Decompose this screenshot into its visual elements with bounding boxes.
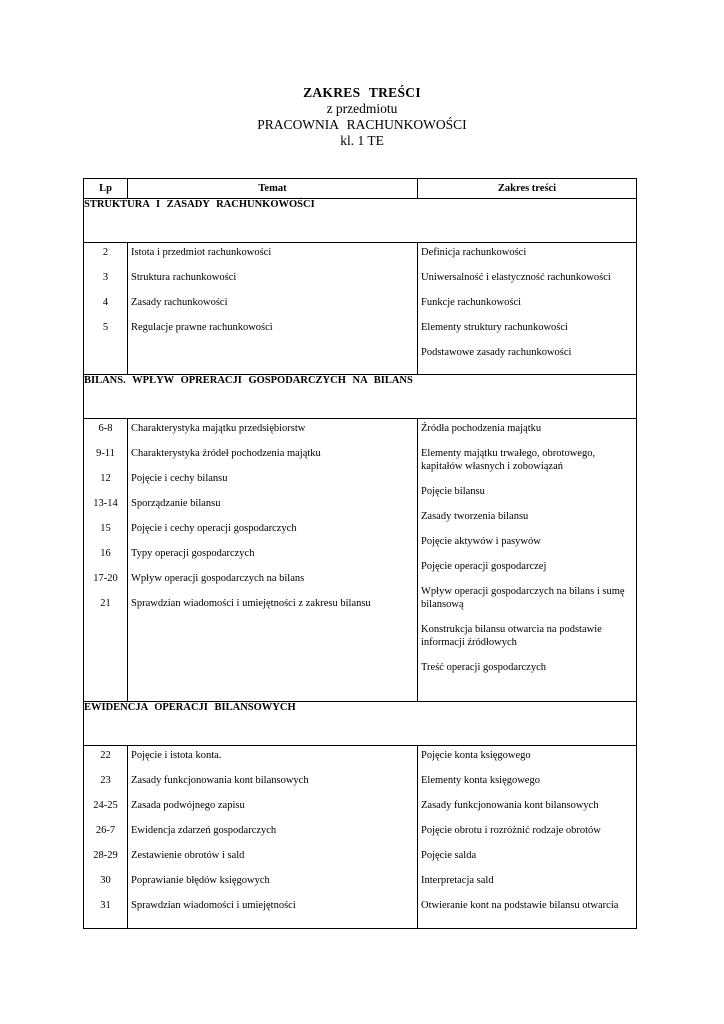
class-label: kl. 1 TE [340, 133, 384, 148]
section-title: EWIDENCJA OPERACJI BILANSOWYCH [84, 702, 637, 746]
lesson-number: 6-8 [98, 423, 113, 434]
lp-cell [84, 243, 128, 375]
lesson-number: 30 [100, 875, 111, 886]
lesson-topic: Poprawianie błędów księgowych [131, 875, 270, 886]
lesson-topic: Pojęcie i istota konta. [131, 750, 222, 761]
lesson-number: 24-25 [93, 800, 118, 811]
lesson-number: 16 [100, 548, 111, 559]
lesson-topic: Pojęcie i cechy bilansu [131, 473, 228, 484]
content-scope-item: Pojęcie bilansu [421, 486, 485, 497]
lesson-number: 31 [100, 900, 111, 911]
lesson-topic: Sprawdzian wiadomości i umiejętności z zakresu bilansu [131, 598, 371, 609]
content-scope-item: Elementy struktury rachunkowości [421, 322, 568, 333]
content-scope-item: Funkcje rachunkowości [421, 297, 522, 308]
lp-cell [84, 419, 128, 702]
column-header-zakres: Zakres treści [418, 179, 637, 199]
lesson-number: 13-14 [93, 498, 118, 509]
lesson-number: 21 [100, 598, 111, 609]
lesson-topic: Ewidencja zdarzeń gospodarczych [131, 825, 277, 836]
temat-cell [128, 746, 418, 929]
lesson-topic: Sporządzanie bilansu [131, 498, 221, 509]
subject-name: PRACOWNIA RACHUNKOWOŚCI [257, 117, 467, 132]
content-scope-item: Uniwersalność i elastyczność rachunkowości [421, 272, 611, 283]
content-scope-item: Pojęcie konta księgowego [421, 750, 531, 761]
lesson-number: 22 [100, 750, 111, 761]
content-scope-item: Otwieranie kont na podstawie bilansu otwarcia [421, 900, 619, 911]
zakres-cell [418, 746, 637, 929]
lesson-number: 17-20 [93, 573, 118, 584]
lesson-number: 5 [102, 322, 109, 333]
lesson-topic: Charakterystyka źródeł pochodzenia majątku [131, 448, 321, 459]
content-scope-item: Podstawowe zasady rachunkowości [421, 347, 572, 358]
content-scope-item: Zasady funkcjonowania kont bilansowych [421, 800, 599, 811]
lesson-topic: Wpływ operacji gospodarczych na bilans [131, 573, 305, 584]
document-header [0, 85, 724, 149]
document-title: ZAKRES TREŚCI [303, 85, 421, 100]
section-content-row [84, 243, 637, 375]
curriculum-table [83, 178, 637, 929]
column-header-temat: Temat [128, 179, 418, 199]
lesson-number: 2 [102, 247, 109, 258]
lesson-topic: Zasady rachunkowości [131, 297, 228, 308]
lesson-number: 23 [100, 775, 111, 786]
content-scope-item: Elementy majątku trwałego, obrotowego, kapitałów własnych i zobowiązań [421, 448, 596, 472]
content-scope-item: Pojęcie obrotu i rozróżnić rodzaje obrotów [421, 825, 601, 836]
lesson-number: 15 [100, 523, 111, 534]
lesson-topic: Charakterystyka majątku przedsiębiorstw [131, 423, 306, 434]
lesson-topic: Regulacje prawne rachunkowości [131, 322, 273, 333]
content-scope-item: Treść operacji gospodarczych [421, 662, 546, 673]
lesson-topic: Zasada podwójnego zapisu [131, 800, 245, 811]
lesson-topic: Sprawdzian wiadomości i umiejętności [131, 900, 296, 911]
section-content-row [84, 746, 637, 929]
lesson-number: 4 [102, 297, 109, 308]
temat-cell [128, 419, 418, 702]
section-content-row [84, 419, 637, 702]
content-scope-item: Źródła pochodzenia majątku [421, 423, 542, 434]
lesson-number: 3 [102, 272, 109, 283]
content-scope-item: Wpływ operacji gospodarczych na bilans i sumę bilansową [421, 586, 625, 610]
zakres-cell [418, 243, 637, 375]
lesson-topic: Pojęcie i cechy operacji gospodarczych [131, 523, 297, 534]
content-scope-item: Pojęcie salda [421, 850, 477, 861]
section-title: BILANS. WPŁYW OPRERACJI GOSPODARCZYCH NA BILANS [84, 375, 637, 419]
section-title: STRUKTURA I ZASADY RACHUNKOWOŚCI [84, 199, 637, 243]
table-body [84, 199, 637, 929]
section-header-row [84, 375, 637, 419]
lesson-number: 12 [100, 473, 111, 484]
lp-cell [84, 746, 128, 929]
temat-cell [128, 243, 418, 375]
lesson-number: 9-11 [96, 448, 115, 459]
document-subtitle: z przedmiotu [326, 101, 398, 116]
lesson-topic: Struktura rachunkowości [131, 272, 237, 283]
lesson-topic: Istota i przedmiot rachunkowości [131, 247, 272, 258]
lesson-topic: Zasady funkcjonowania kont bilansowych [131, 775, 309, 786]
table-header-row [84, 179, 637, 199]
lesson-topic: Zestawienie obrotów i sald [131, 850, 245, 861]
content-scope-item: Zasady tworzenia bilansu [421, 511, 529, 522]
content-scope-item: Konstrukcja bilansu otwarcia na podstawie informacji źródłowych [421, 624, 602, 648]
content-scope-item: Elementy konta księgowego [421, 775, 540, 786]
lesson-number: 26-7 [95, 825, 116, 836]
lesson-topic: Typy operacji gospodarczych [131, 548, 255, 559]
content-scope-item: Interpretacja sald [421, 875, 494, 886]
column-header-lp: Lp [84, 179, 128, 199]
section-header-row [84, 702, 637, 746]
content-scope-item: Pojęcie operacji gospodarczej [421, 561, 547, 572]
section-header-row [84, 199, 637, 243]
content-scope-item: Pojęcie aktywów i pasywów [421, 536, 541, 547]
zakres-cell [418, 419, 637, 702]
lesson-number: 28-29 [93, 850, 118, 861]
content-scope-item: Definicja rachunkowości [421, 247, 527, 258]
